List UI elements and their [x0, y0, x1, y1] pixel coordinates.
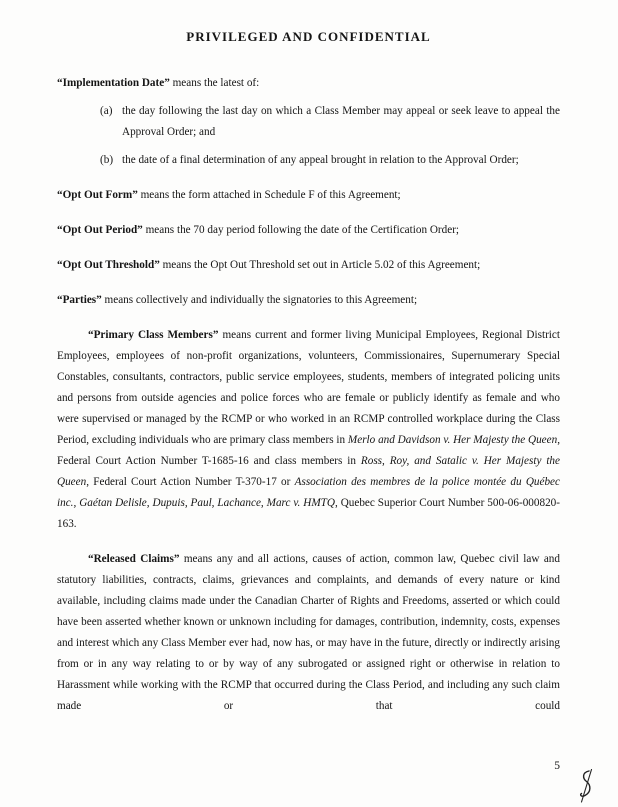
list-item-b-text: the date of a final determination of any appeal brought in relation to the Approval Order; [122, 154, 519, 166]
initials-mark-icon [576, 769, 596, 803]
list-item-a-text: the day following the last day on which a Class Member may appeal or seek leave to appeal the Approval Order; and [122, 105, 560, 138]
page-number: 5 [554, 760, 560, 772]
paragraph-opt-out-form: “Opt Out Form” means the form attached in Schedule F of this Agreement; [57, 189, 401, 201]
paragraph-implementation-date: “Implementation Date” means the latest of: [57, 77, 260, 89]
confidentiality-header: PRIVILEGED AND CONFIDENTIAL [186, 29, 431, 44]
paragraph-opt-out-period: “Opt Out Period” means the 70 day period following the date of the Certification Order; [57, 224, 460, 236]
list-item-b-label: (b) [100, 154, 114, 166]
paragraph-opt-out-threshold: “Opt Out Threshold” means the Opt Out Threshold set out in Article 5.02 of this Agreement; [57, 259, 481, 271]
paragraph-parties: “Parties” means collectively and individually the signatories to this Agreement; [57, 294, 418, 306]
paragraph-released-claims: “Released Claims” means any and all actions, causes of action, common law, Quebec civil law and statutory liabilities, contracts, claims, grievances and complaints, and demands of every nature or kind available, including claims made under the Canadian Charter of Rights and Freedoms, asserted or which could have been asserted whether known or unknown including for damages, contribution, indemnity, costs, expenses and interest which any Class Member ever had, now has, or may have in the future, directly or indirectly arising from or in any way relating to or by way of any subrogated or assigned right or otherwise in relation to Harassment while working with the RCMP that occurred during the Class Period, and including any such claim made or that could [57, 553, 560, 712]
list-item-b [100, 150, 560, 171]
list-item-a-label: (a) [100, 105, 113, 117]
list-item-a [100, 101, 560, 143]
document-body [57, 73, 560, 717]
paragraph-primary-class-members: “Primary Class Members” means current and former living Municipal Employees, Regional District Employees, employees of non-profit organizations, volunteers, Commissionaires, Supernumerary Special Constables, consultants, contractors, public service employees, students, members of integrated policing units and persons from outside agencies and police forces who are female or publicly identify as female and who were supervised or managed by the RCMP or who worked in an RCMP controlled workplace during the Class Period, excluding individuals who are primary class members in Merlo and Davidson v. Her Majesty the Queen, Federal Court Action Number T-1685-16 and class members in Ross, Roy, and Satalic v. Her Majesty the Queen, Federal Court Action Number T-370-17 or Association des membres de la police montée du Québec inc., Gaétan Delisle, Dupuis, Paul, Lachance, Marc v. HMTQ, Quebec Superior Court Number 500-06-000820-163. [57, 329, 560, 530]
